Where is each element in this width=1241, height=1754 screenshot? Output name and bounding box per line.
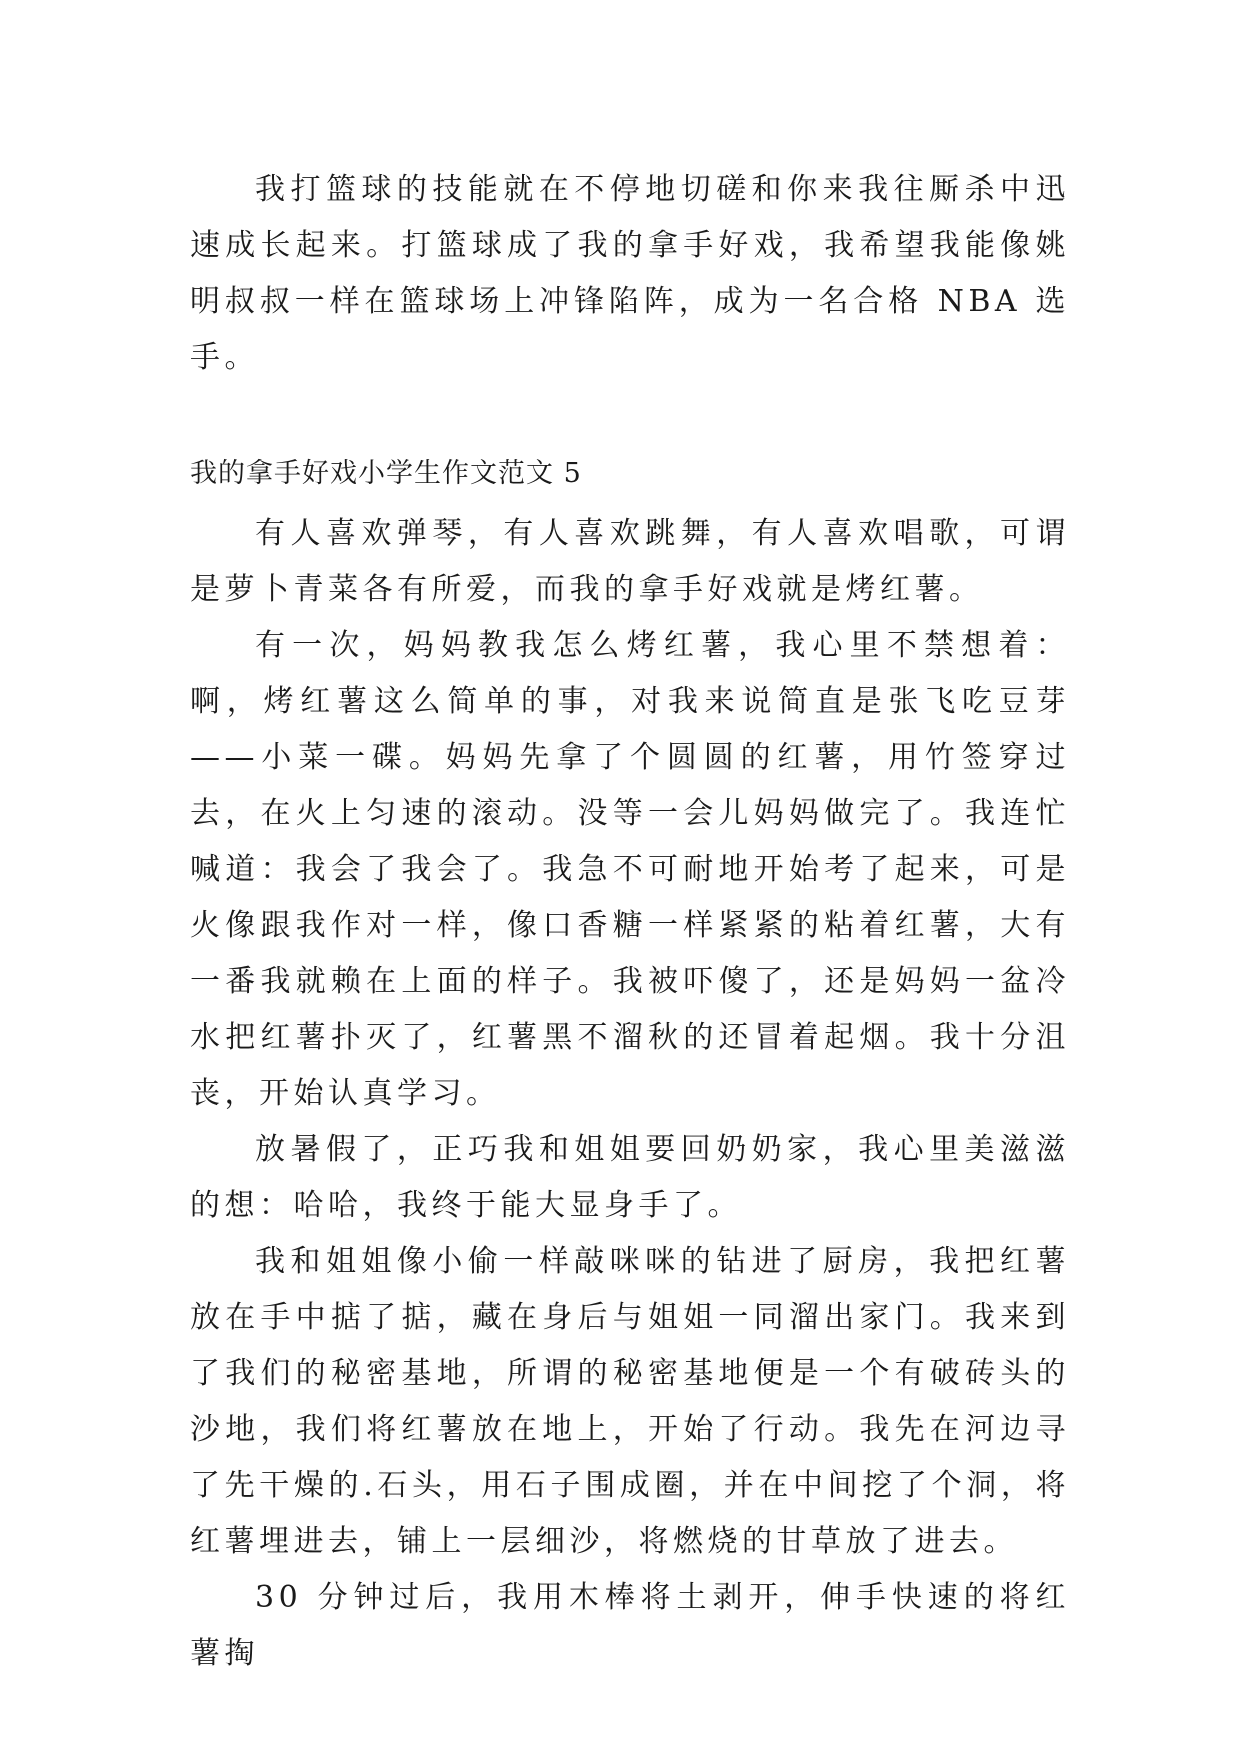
paragraph-4: 我和姐姐像小偷一样敲咪咪的钻进了厨房，我把红薯放在手中掂了掂，藏在身后与姐姐一同溜出家门。我来到了我们的秘密基地，所谓的秘密基地便是一个有破砖头的沙地，我们将红薯放在地上，开始了行动。我先在河边寻了先干燥的.石头，用石子围成圈，并在中间挖了个洞，将红薯埋进去，铺上一层细沙，将燃烧的甘草放了进去。: [190, 1244, 1070, 1559]
document-body: [190, 162, 1070, 1682]
section-title: 我的拿手好戏小学生作文范文 5: [190, 458, 582, 489]
paragraph-2: 有一次，妈妈教我怎么烤红薯，我心里不禁想着：啊，烤红薯这么简单的事，对我来说简直是张飞吃豆芽——小菜一碟。妈妈先拿了个圆圆的红薯，用竹签穿过去，在火上匀速的滚动。没等一会儿妈妈做完了。我连忙喊道：我会了我会了。我急不可耐地开始考了起来，可是火像跟我作对一样，像口香糖一样紧紧的粘着红薯，大有一番我就赖在上面的样子。我被吓傻了，还是妈妈一盆冷水把红薯扑灭了，红薯黑不溜秋的还冒着起烟。我十分沮丧，开始认真学习。: [190, 628, 1070, 1111]
paragraph-5: 30 分钟过后，我用木棒将土剥开，伸手快速的将红薯掏: [190, 1580, 1070, 1671]
intro-paragraph: 我打篮球的技能就在不停地切磋和你来我往厮杀中迅速成长起来。打篮球成了我的拿手好戏，我希望我能像姚明叔叔一样在篮球场上冲锋陷阵，成为一名合格 NBA 选手。: [190, 172, 1070, 375]
paragraph-1: 有人喜欢弹琴，有人喜欢跳舞，有人喜欢唱歌，可谓是萝卜青菜各有所爱，而我的拿手好戏就是烤红薯。: [190, 516, 1070, 607]
paragraph-3: 放暑假了，正巧我和姐姐要回奶奶家，我心里美滋滋的想：哈哈，我终于能大显身手了。: [190, 1132, 1070, 1223]
